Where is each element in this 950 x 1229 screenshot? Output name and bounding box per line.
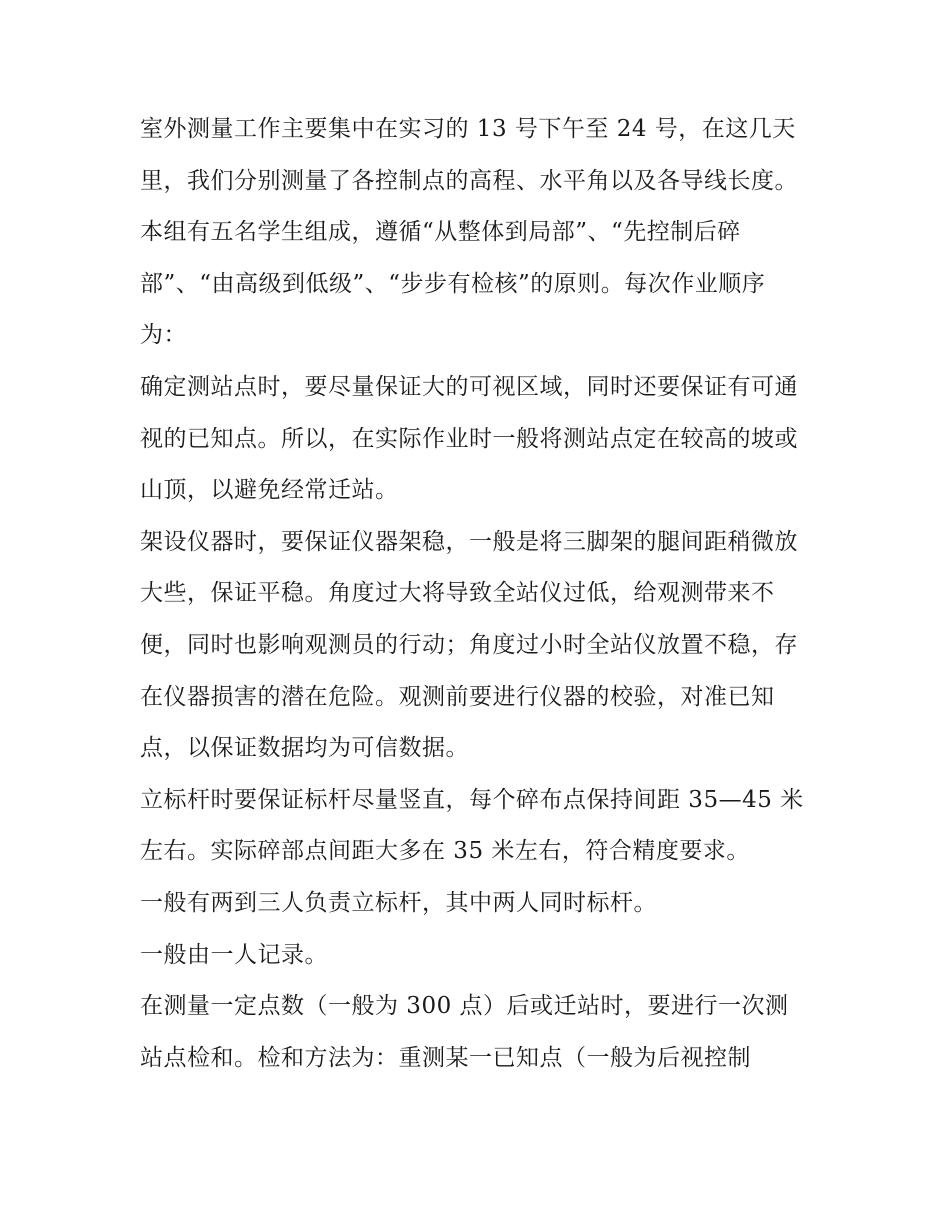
paragraph-5: 立标杆时要保证标杆尽量竖直，每个碎布点保持间距 35—45 米左右。实际碎部点间距大多在 35 米左右，符合精度要求。	[140, 786, 804, 865]
paragraph-3: 确定测站点时，要尽量保证大的可视区域，同时还要保证有可通视的已知点。所以，在实际作业时一般将测站点定在较高的坡或山顶，以避免经常迁站。	[140, 373, 798, 504]
document-body	[140, 104, 812, 1084]
paragraph-7: 一般由一人记录。	[140, 941, 328, 968]
paragraph-1: 室外测量工作主要集中在实习的 13 号下午至 24 号，在这几天里，我们分别测量了各控制点的高程、水平角以及各导线长度。	[140, 116, 798, 194]
paragraph-6: 一般有两到三人负责立标杆，其中两人同时标杆。	[140, 889, 657, 916]
paragraph-4: 架设仪器时，要保证仪器架稳，一般是将三脚架的腿间距稍微放大些，保证平稳。角度过大将导致全站仪过低，给观测带来不便，同时也影响观测员的行动；角度过小时全站仪放置不稳，存在仪器损害的潜在危险。观测前要进行仪器的校验，对准已知点，以保证数据均为可信数据。	[140, 528, 798, 762]
paragraph-2: 本组有五名学生组成，遵循“从整体到局部”、“先控制后碎部”、“由高级到低级”、“步步有检核”的原则。每次作业顺序为：	[140, 219, 766, 349]
paragraph-8: 在测量一定点数（一般为 300 点）后或迁站时，要进行一次测站点检和。检和方法为：重测某一已知点（一般为后视控制	[140, 993, 789, 1071]
